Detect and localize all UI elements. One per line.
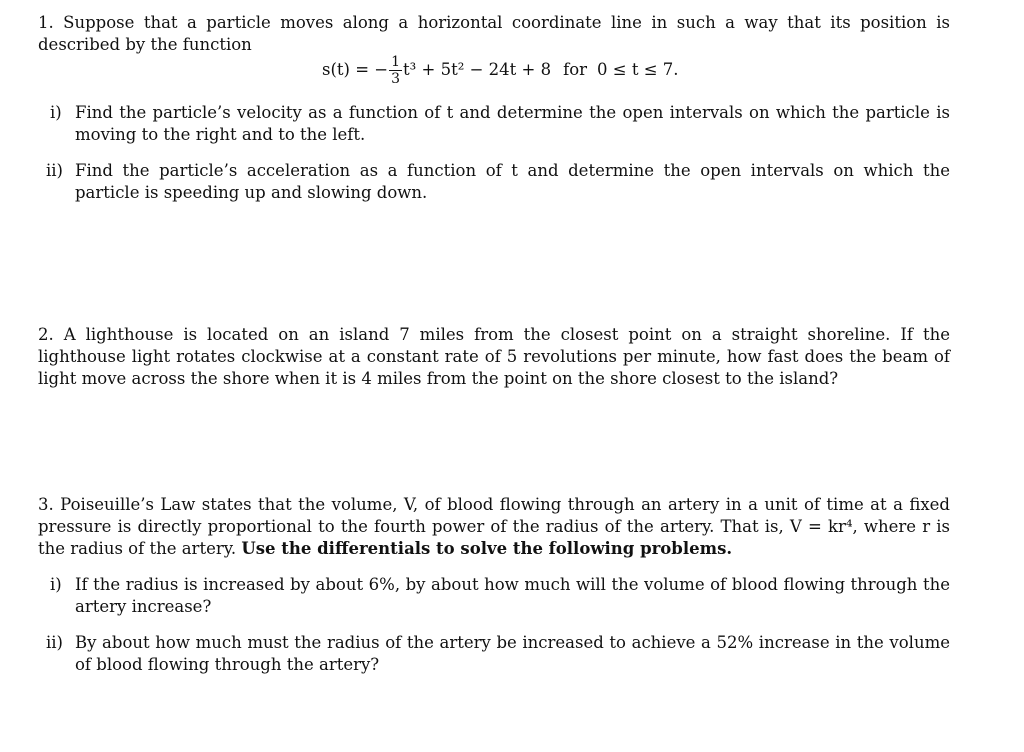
equation-domain: 0 ≤ t ≤ 7. <box>597 60 679 79</box>
problem-1-intro: 1. Suppose that a particle moves along a horizontal coordinate line in such a way that its position is described by the function <box>38 13 950 54</box>
problem-3-instruction: Use the differentials to solve the following problems. <box>241 539 733 558</box>
part-label: ii) <box>46 633 63 652</box>
part-text: If the radius is increased by about 6%, by about how much will the volume of blood flowing through the artery increase? <box>75 575 950 616</box>
problem-1-part-i <box>50 102 950 146</box>
problem-3-part-ii <box>46 632 950 676</box>
equation-lhs: s(t) = − <box>322 60 389 79</box>
part-text: Find the particle’s acceleration as a function of t and determine the open intervals on which the particle is speeding up and slowing down. <box>75 161 950 202</box>
part-label: i) <box>50 103 62 122</box>
problem-3-part-i <box>50 574 950 618</box>
part-label: ii) <box>46 161 63 180</box>
fraction-denominator: 3 <box>391 70 401 87</box>
equation-fraction <box>389 54 402 87</box>
problem-2-text: 2. A lighthouse is located on an island 7 miles from the closest point on a straight shoreline. If the lighthouse light rotates clockwise at a constant rate of 5 revolutions per minute, how fast does the beam of light move across the shore when it is 4 miles from the point on the shore closest to the island? <box>38 325 950 388</box>
part-text: By about how much must the radius of the artery be increased to achieve a 52% increase in the volume of blood flowing through the artery? <box>75 633 950 674</box>
problem-1-part-ii <box>46 160 950 204</box>
part-label: i) <box>50 575 62 594</box>
problem-3-intro-paragraph <box>38 494 950 560</box>
position-equation <box>322 48 679 92</box>
part-text: Find the particle’s velocity as a function of t and determine the open intervals on which the particle is moving to the right and to the left. <box>75 103 950 144</box>
problem-2 <box>38 324 950 390</box>
equation-rhs: t³ + 5t² − 24t + 8 <box>403 60 552 79</box>
problem-3 <box>38 494 950 560</box>
problem-3-intro: 3. Poiseuille’s Law states that the volume, V, of blood flowing through an artery in a unit of time at a fixed pressure is directly proportional to the fourth power of the radius of the artery. That is, V = kr⁴, where r is the radius of the artery. <box>38 495 950 558</box>
equation-for-word: for <box>563 60 588 79</box>
fraction-numerator: 1 <box>391 53 401 70</box>
